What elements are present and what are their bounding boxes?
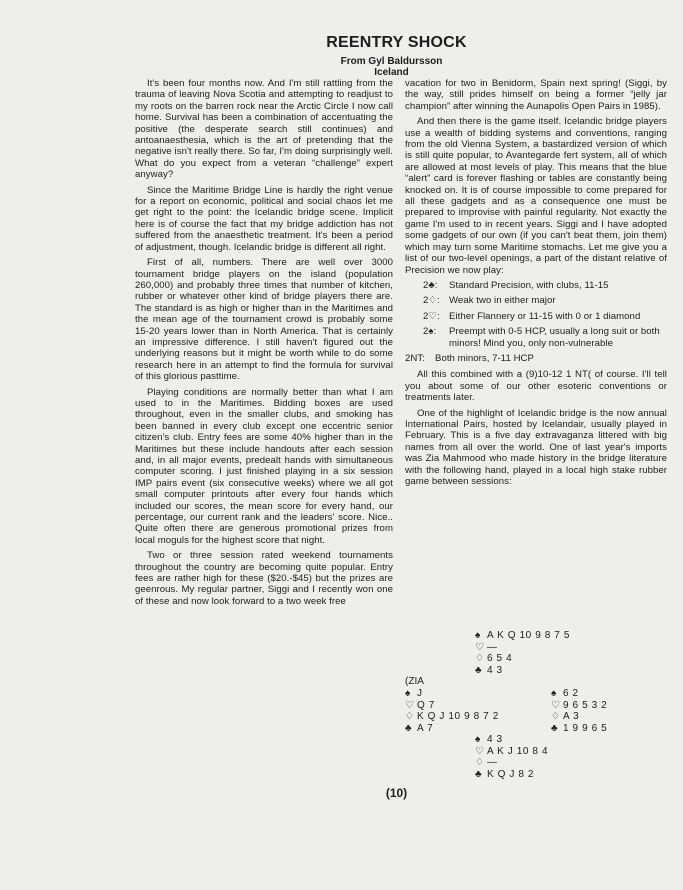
east-hand xyxy=(551,688,607,734)
paragraph: It's been four months now. And I'm still rattling from the trauma of leaving Nova Scotia and attempting to readjust to my roots on the barren rock near the Arctic Circle I now call home. Survival has been a combination of accentuating the positive (the desperate search still continues) and antoanaesthesia, which is the art of pretending that the negative isn't really there. So far, I'm doing surprisingly well. What do you expect from a veteran “challenge” expert anyway? xyxy=(135,78,393,181)
club-suit-icon: ♣ xyxy=(475,768,483,780)
west-spades: J xyxy=(417,688,423,699)
south-hearts: A K J 10 8 4 xyxy=(487,745,549,757)
west-player-label: (ZIA xyxy=(405,676,424,687)
paragraph: First of all, numbers. There are well over 3000 tournament bridge players on the island (population 260,000) and probably three times that number of kitchen, rubber or whatever other kind of bridge players there are. The standard is as high or higher than in the Maritimes and the mean age of the tournament crowd is probably some 15-20 years lower than in North America. That is certainly an impressive difference. I still haven't figured out the underlying reasons but it might be worth while to do some research here in an attempt to find the formula for survival of this glorious pasttime. xyxy=(135,257,393,383)
north-diamonds: 6 5 4 xyxy=(487,653,513,665)
two-level-openings-list xyxy=(405,280,667,364)
heart-suit-icon: ♡ xyxy=(551,699,561,711)
south-diamonds: — xyxy=(487,757,498,769)
paragraph: vacation for two in Benidorm, Spain next spring! (Siggi, by the way, still prides himself on being a former “jelly jar champion” after winning the Aunapolis Open Pairs in 1985). xyxy=(405,78,667,112)
opening-bid: 2♢: xyxy=(423,295,440,307)
opening-description: Both minors, 7-11 HCP xyxy=(435,352,534,364)
paragraph: Playing conditions are normally better than what I am used to in the Maritimes. Bidding boxes are used throughout, even in the smaller clubs, and smoking has been banned in every club except one eccentric senior citizen's club. Entry fees are some 40% higher than in the Maritimes but these include handouts after each session and, in all major events, predealt hands with simultaneous computer scoring. I just finished playing in a six session IMP pairs event (six consecutive weeks) where we all got small computer printouts after every four hands which included our scores, the mean score for every hand, our percentage, our current rank and the leaders' score. Nice.. Quite often there are generous promotional prizes from local moguls for the highest score that night. xyxy=(135,386,393,546)
north-hand xyxy=(475,630,570,676)
opening-item xyxy=(423,326,667,349)
club-suit-icon: ♣ xyxy=(475,664,483,676)
east-diamonds: A 3 xyxy=(563,711,580,723)
north-hearts: — xyxy=(487,641,498,653)
west-diamonds: K Q J 10 9 8 7 2 xyxy=(417,711,499,723)
paragraph: And then there is the game itself. Icelandic bridge players use a wealth of bidding systems and conventions, ranging from the old Vienna System, a bastardized version of which is still quite popular, to Avantegarde fert system, all of which are allowed at most levels of play. This means that the blue “alert” card is forever flashing or tables are constantly being knocked on. It is of course impossible to come prepared for all these gadgets and as a consequence one must be prepared to improvise with painful regularity. Not exactly the game I'm used to in recent years. Siggi and I have adopted some gadgets of our own (if you can't beat them, join them) which may turn some Maritime stomachs. Let me give you a list of our two-level openings, a part of the distant relative of Precision we now play: xyxy=(405,116,667,276)
bridge-deal-diagram xyxy=(405,630,667,780)
heart-suit-icon: ♡ xyxy=(475,745,485,757)
right-column xyxy=(405,78,667,491)
south-hand xyxy=(475,734,548,780)
opening-item xyxy=(423,311,667,322)
west-hearts: Q 7 xyxy=(417,699,435,711)
heart-suit-icon: ♡ xyxy=(475,641,485,653)
article-title: REENTRY SHOCK xyxy=(326,34,467,51)
spade-suit-icon: ♠ xyxy=(475,630,481,641)
diamond-suit-icon: ♢ xyxy=(475,653,485,665)
east-clubs: 1 9 9 6 5 xyxy=(563,722,608,734)
left-column xyxy=(135,78,393,611)
paragraph: All this combined with a (9)10-12 1 NT( of course. I'll tell you about some of our other esoteric conventions or treatments later. xyxy=(405,369,667,404)
north-spades: A K Q 10 9 8 7 5 xyxy=(487,630,570,641)
south-spades: 4 3 xyxy=(487,734,503,745)
west-hand xyxy=(405,688,499,734)
opening-description: Preempt with 0-5 HCP, usually a long suit or both minors! Mind you, only non-vulnerable xyxy=(449,326,660,349)
heart-suit-icon: ♡ xyxy=(405,699,415,711)
opening-item xyxy=(423,280,667,291)
diamond-suit-icon: ♢ xyxy=(551,711,561,723)
opening-description: Weak two in either major xyxy=(449,295,556,307)
byline-place: Iceland xyxy=(374,67,409,78)
opening-bid: 2♡: xyxy=(423,310,440,322)
club-suit-icon: ♣ xyxy=(405,722,413,734)
east-hearts: 9 6 5 3 2 xyxy=(563,699,608,711)
north-clubs: 4 3 xyxy=(487,664,503,676)
diamond-suit-icon: ♢ xyxy=(405,711,415,723)
spade-suit-icon: ♠ xyxy=(475,734,481,745)
diamond-suit-icon: ♢ xyxy=(475,757,485,769)
opening-description: Standard Precision, with clubs, 11-15 xyxy=(449,279,609,291)
opening-item xyxy=(423,295,667,306)
east-spades: 6 2 xyxy=(563,688,579,699)
spade-suit-icon: ♠ xyxy=(405,688,411,699)
byline-author: From Gyl Baldursson xyxy=(340,56,443,67)
opening-bid: 2♠: xyxy=(423,326,437,338)
paragraph: Two or three session rated weekend tournaments throughout the country are becoming quite popular. Entry fees are rather high for these ($20.-$45) but the prizes are geenrous. My regular partner, Siggi and I recently won one of these and now look forward to a two week free xyxy=(135,550,393,607)
page-number: (10) xyxy=(385,786,408,800)
opening-bid: 2NT: xyxy=(405,352,425,364)
opening-item xyxy=(405,353,667,364)
west-clubs: A 7 xyxy=(417,722,434,734)
opening-description: Either Flannery or 11-15 with 0 or 1 diamond xyxy=(449,310,641,322)
paragraph: One of the highlight of Icelandic bridge is the now annual International Pairs, hosted by Icelandair, usually played in February. This is a five day extravaganza littered with big names from all over the world. One of last year's imports was Zia Mahmood who made history in the bridge literature with the following hand, played in a local high stake rubber game between sessions: xyxy=(405,407,667,487)
paragraph: Since the Maritime Bridge Line is hardly the right venue for a report on economic, political and social chaos let me get right to the point: the Icelandic bridge scene. Implicit here is of course the fact that my bridge addiction has not suffered from the anaesthetic treatment. It's been a period of adjustment, though. Icelandic bridge is different all right. xyxy=(135,184,393,253)
opening-bid: 2♣: xyxy=(423,279,438,291)
club-suit-icon: ♣ xyxy=(551,722,559,734)
south-clubs: K Q J 8 2 xyxy=(487,768,535,780)
spade-suit-icon: ♠ xyxy=(551,688,557,699)
